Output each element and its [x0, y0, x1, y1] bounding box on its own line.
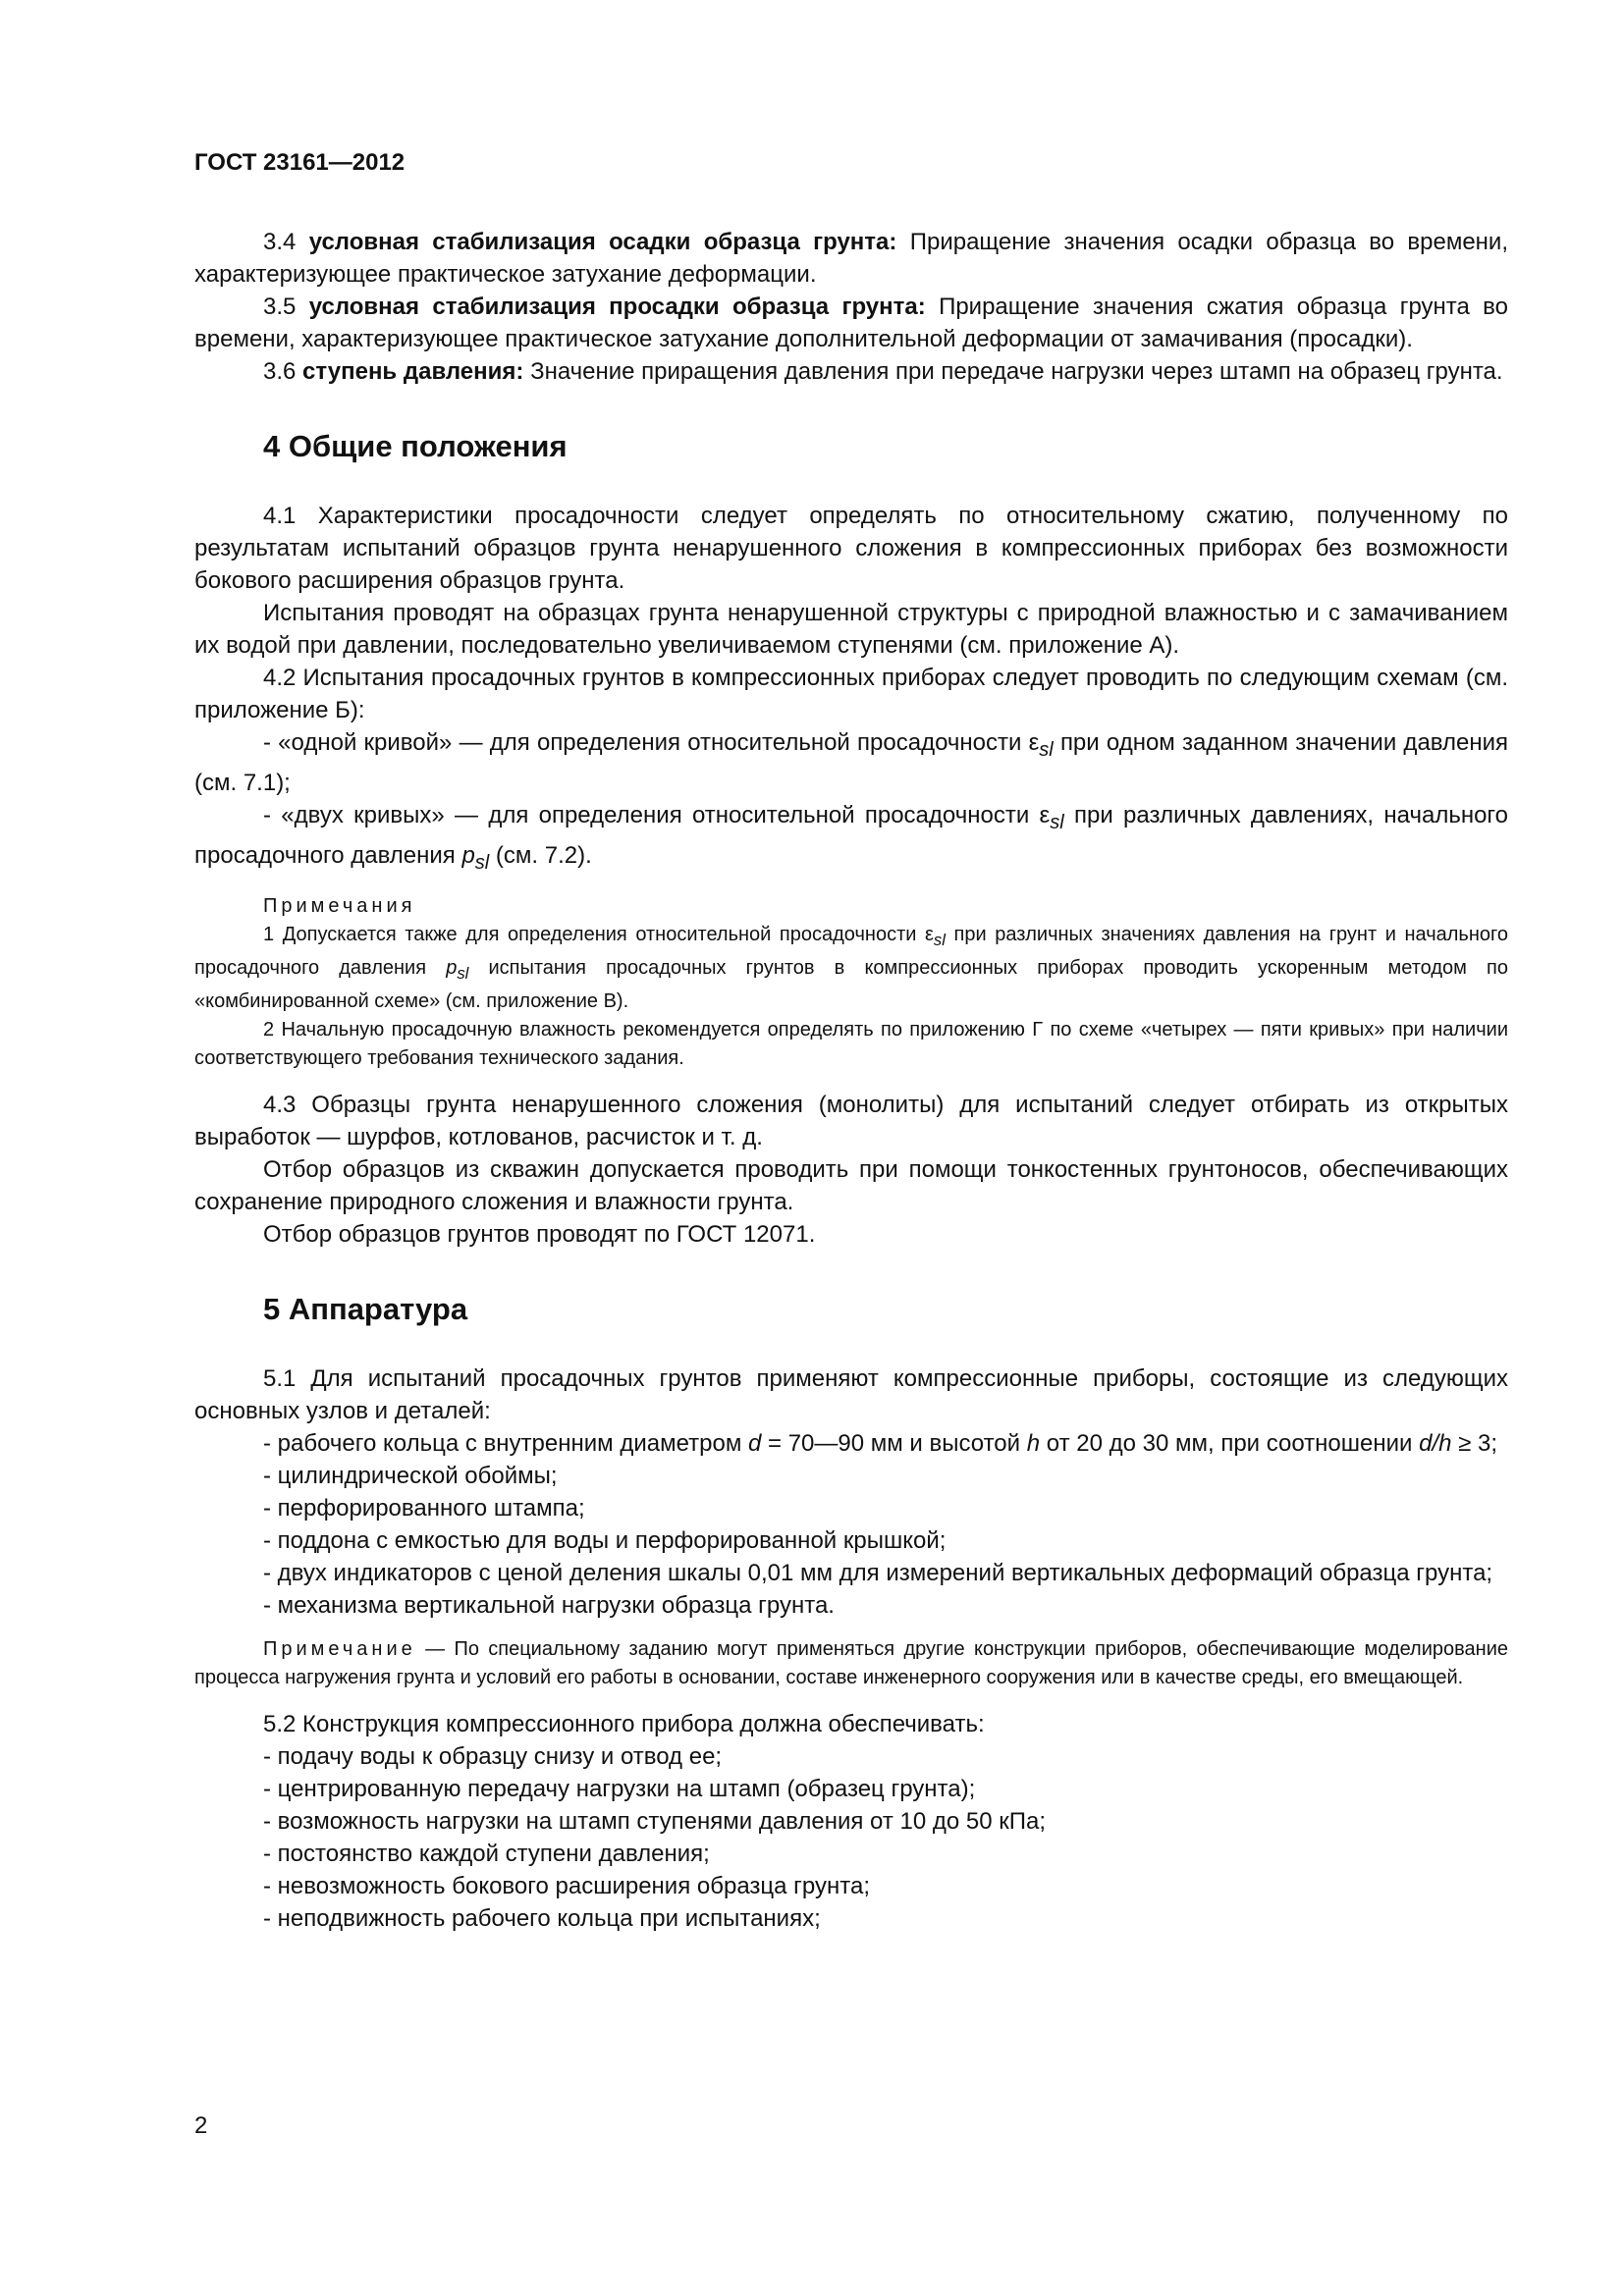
- definition-3-6: [194, 355, 1508, 388]
- text: - «одной кривой» — для определения относительной просадочности ε: [263, 729, 1040, 756]
- note-label: Примечание: [263, 1638, 416, 1661]
- note-1: [194, 921, 1508, 1016]
- para-4-1-tests: Испытания проводят на образцах грунта ненарушенной структуры с природной влажностью и с замачиванием их водой при давлении, последовательно увеличиваемом ступенями (см. приложение А).: [194, 600, 1508, 659]
- list-item: - механизма вертикальной нагрузки образца грунта.: [263, 1592, 835, 1620]
- note-2: 2 Начальную просадочную влажность рекомендуется определять по приложению Г по схеме «четырех — пяти кривых» при наличии соответствующего требования технического задания.: [194, 1019, 1508, 1070]
- text: - рабочего кольца с внутренним диаметром: [263, 1430, 748, 1458]
- def-term: условная стабилизация осадки образца грунта:: [308, 229, 897, 255]
- page-number: 2: [194, 2112, 208, 2139]
- def-term: ступень давления:: [302, 358, 524, 385]
- list-item: - неподвижность рабочего кольца при испытаниях;: [263, 1905, 821, 1933]
- para-4-3: 4.3 Образцы грунта ненарушенного сложения (монолиты) для испытаний следует отбирать из открытых выработок — шурфов, котлованов, расчисток и т. д.: [194, 1092, 1508, 1151]
- def-text: Приращение значения сжатия образца грунта во времени, характеризующее практическое затухание дополнительной деформации от замачивания (просадки).: [194, 294, 1509, 352]
- text: ≥ 3;: [1451, 1430, 1498, 1458]
- def-number: 3.4: [263, 229, 297, 255]
- para-4-3-boreholes: Отбор образцов из скважин допускается проводить при помощи тонкостенных грунтоносов, обеспечивающих сохранение природного сложения и влажности грунта.: [194, 1156, 1508, 1216]
- text: испытания просадочных грунтов в компрессионных приборах проводить ускоренным методом по «комбинированной схеме» (см. приложение В).: [194, 957, 1508, 1013]
- text: 1 Допускается также для определения относительной просадочности ε: [263, 924, 934, 946]
- para-5-2: 5.2 Конструкция компрессионного прибора должна обеспечивать:: [263, 1711, 985, 1738]
- subscript: sl: [1039, 738, 1054, 761]
- text: (см. 7.2).: [489, 841, 592, 869]
- symbol-d: d: [747, 1430, 762, 1458]
- symbol-d-h: d/h: [1419, 1430, 1452, 1458]
- note-text: — По специальному заданию могут применяться другие конструкции приборов, обеспечивающие моделирование процесса нагружения грунта и условий его работы в основании, составе инженерного сооружения или в качестве среды, его вмещающей.: [194, 1638, 1508, 1689]
- def-text: Приращение значения осадки образца во времени, характеризующее практическое затухание деформации.: [194, 229, 1509, 288]
- symbol-h: h: [1026, 1430, 1041, 1458]
- list-item: - двух индикаторов с ценой деления шкалы 0,01 мм для измерений вертикальных деформаций образца грунта;: [263, 1560, 1493, 1587]
- list-item: - невозможность бокового расширения образца грунта;: [263, 1873, 870, 1900]
- section-5-title: 5 Аппаратура: [263, 1292, 468, 1327]
- list-item: - центрированную передачу нагрузки на штамп (образец грунта);: [263, 1776, 976, 1803]
- list-item: - цилиндрической обоймы;: [263, 1463, 558, 1490]
- bullet-one-curve: [194, 726, 1508, 799]
- def-number: 3.5: [263, 294, 297, 320]
- symbol-p: p: [461, 841, 475, 869]
- page-content: [194, 226, 1508, 1935]
- list-item: - постоянство каждой ступени давления;: [263, 1841, 710, 1868]
- list-item: - возможность нагрузки на штамп ступенями давления от 10 до 50 кПа;: [263, 1808, 1047, 1836]
- def-term: условная стабилизация просадки образца грунта:: [308, 294, 926, 320]
- def-text: Значение приращения давления при передаче нагрузки через штамп на образец грунта.: [530, 358, 1503, 385]
- notes-title: Примечания: [263, 895, 416, 918]
- text: - «двух кривых» — для определения относительной просадочности ε: [263, 801, 1051, 828]
- list-item: - перфорированного штампа;: [263, 1495, 585, 1522]
- list-item: - подачу воды к образцу снизу и отвод ее;: [263, 1743, 723, 1771]
- bullet-working-ring: [194, 1427, 1508, 1460]
- subscript: sl: [933, 931, 946, 950]
- list-item: - поддона с емкостью для воды и перфорированной крышкой;: [263, 1527, 947, 1555]
- text: при различных давлениях, начального просадочного давления: [194, 801, 1509, 869]
- definition-3-4: [194, 226, 1508, 291]
- definition-3-5: [194, 291, 1508, 355]
- symbol-p: p: [446, 957, 458, 980]
- notes-block: [194, 892, 1508, 1073]
- section-4-title: 4 Общие положения: [263, 429, 568, 463]
- note-5: [194, 1635, 1508, 1692]
- text: = 70—90 мм и высотой: [761, 1430, 1027, 1458]
- para-5-1: 5.1 Для испытаний просадочных грунтов применяют компрессионные приборы, состоящие из следующих основных узлов и деталей:: [194, 1365, 1508, 1425]
- para-4-1: 4.1 Характеристики просадочности следует определять по относительному сжатию, полученному по результатам испытаний образцов грунта ненарушенного сложения в компрессионных приборах без возможности бокового расширения образцов грунта.: [194, 503, 1508, 594]
- bullet-two-curves: [194, 799, 1508, 880]
- subscript: sl: [457, 964, 469, 984]
- subscript: sl: [1050, 811, 1064, 833]
- text: при одном заданном значении давления (см. 7.1);: [194, 729, 1508, 796]
- para-4-2: 4.2 Испытания просадочных грунтов в компрессионных приборах следует проводить по следующим схемам (см. приложение Б):: [194, 665, 1508, 723]
- note-block-5: [194, 1635, 1508, 1692]
- def-number: 3.6: [263, 358, 297, 385]
- document-code: ГОСТ 23161—2012: [194, 149, 406, 176]
- subscript: sl: [474, 851, 490, 874]
- para-4-3-gost: Отбор образцов грунтов проводят по ГОСТ 12071.: [263, 1221, 816, 1249]
- text: при различных значениях давления на грунт и начального просадочного давления: [194, 924, 1508, 980]
- text: от 20 до 30 мм, при соотношении: [1040, 1430, 1420, 1458]
